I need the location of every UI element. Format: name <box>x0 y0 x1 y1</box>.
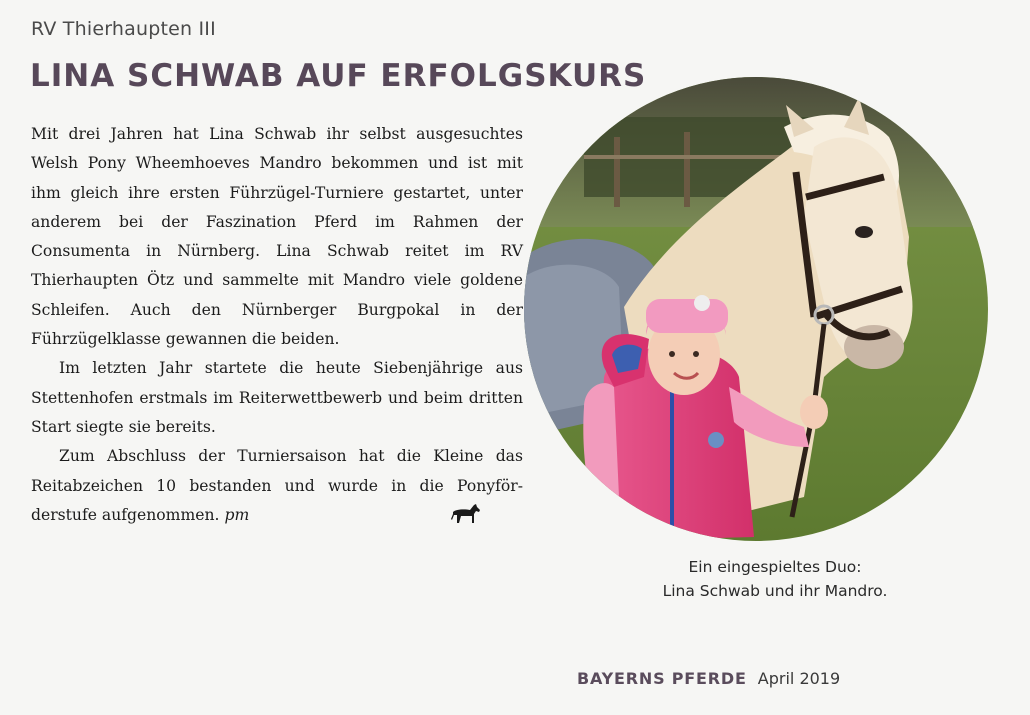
magazine-name: BAYERNS PFERDE <box>577 669 747 688</box>
paragraph-1: Mit drei Jahren hat Lina Schwab ihr selbst ausgesuchtes Welsh Pony Wheemhoeves Mandro bekommen und ist mit ihm gleich ihre ersten Führzügel-Turniere gestartet, unter anderem bei der Faszination Pferd im Rahmen der Consumenta in Nürnberg. Lina Schwab reitet im RV Thierhaupten Ötz und sammelte mit Mandro viele goldene Schleifen. Auch den Nürnberger Burgpokal in der Führzügelklasse gewannen die beiden. <box>31 125 523 349</box>
caption-line-2: Lina Schwab und ihr Mandro. <box>662 582 888 600</box>
page-footer <box>577 669 840 688</box>
article-headline: LINA SCHWAB AUF ERFOLGSKURS <box>30 58 647 94</box>
paragraph-2: Im letzten Jahr startete die heute Siebenjährige aus Stettenhofen erstmals im Reiterwettbewerb und beim dritten Start siegte sie bereits. <box>31 359 523 436</box>
horse-icon <box>449 502 483 526</box>
caption-line-1: Ein eingespieltes Duo: <box>688 558 862 576</box>
article-body <box>31 120 523 530</box>
author-signature: pm <box>224 505 250 524</box>
paragraph-3-text: Zum Abschluss der Turniersaison hat die Kleine das Reitabzeichen 10 bestanden und wurde in die Ponyförderstufe aufgenommen. <box>31 447 523 524</box>
article-photo <box>524 77 988 541</box>
photo-caption <box>600 555 950 603</box>
section-kicker: RV Thierhaupten III <box>31 18 216 40</box>
paragraph-3 <box>31 442 523 530</box>
issue-date: April 2019 <box>757 669 841 688</box>
